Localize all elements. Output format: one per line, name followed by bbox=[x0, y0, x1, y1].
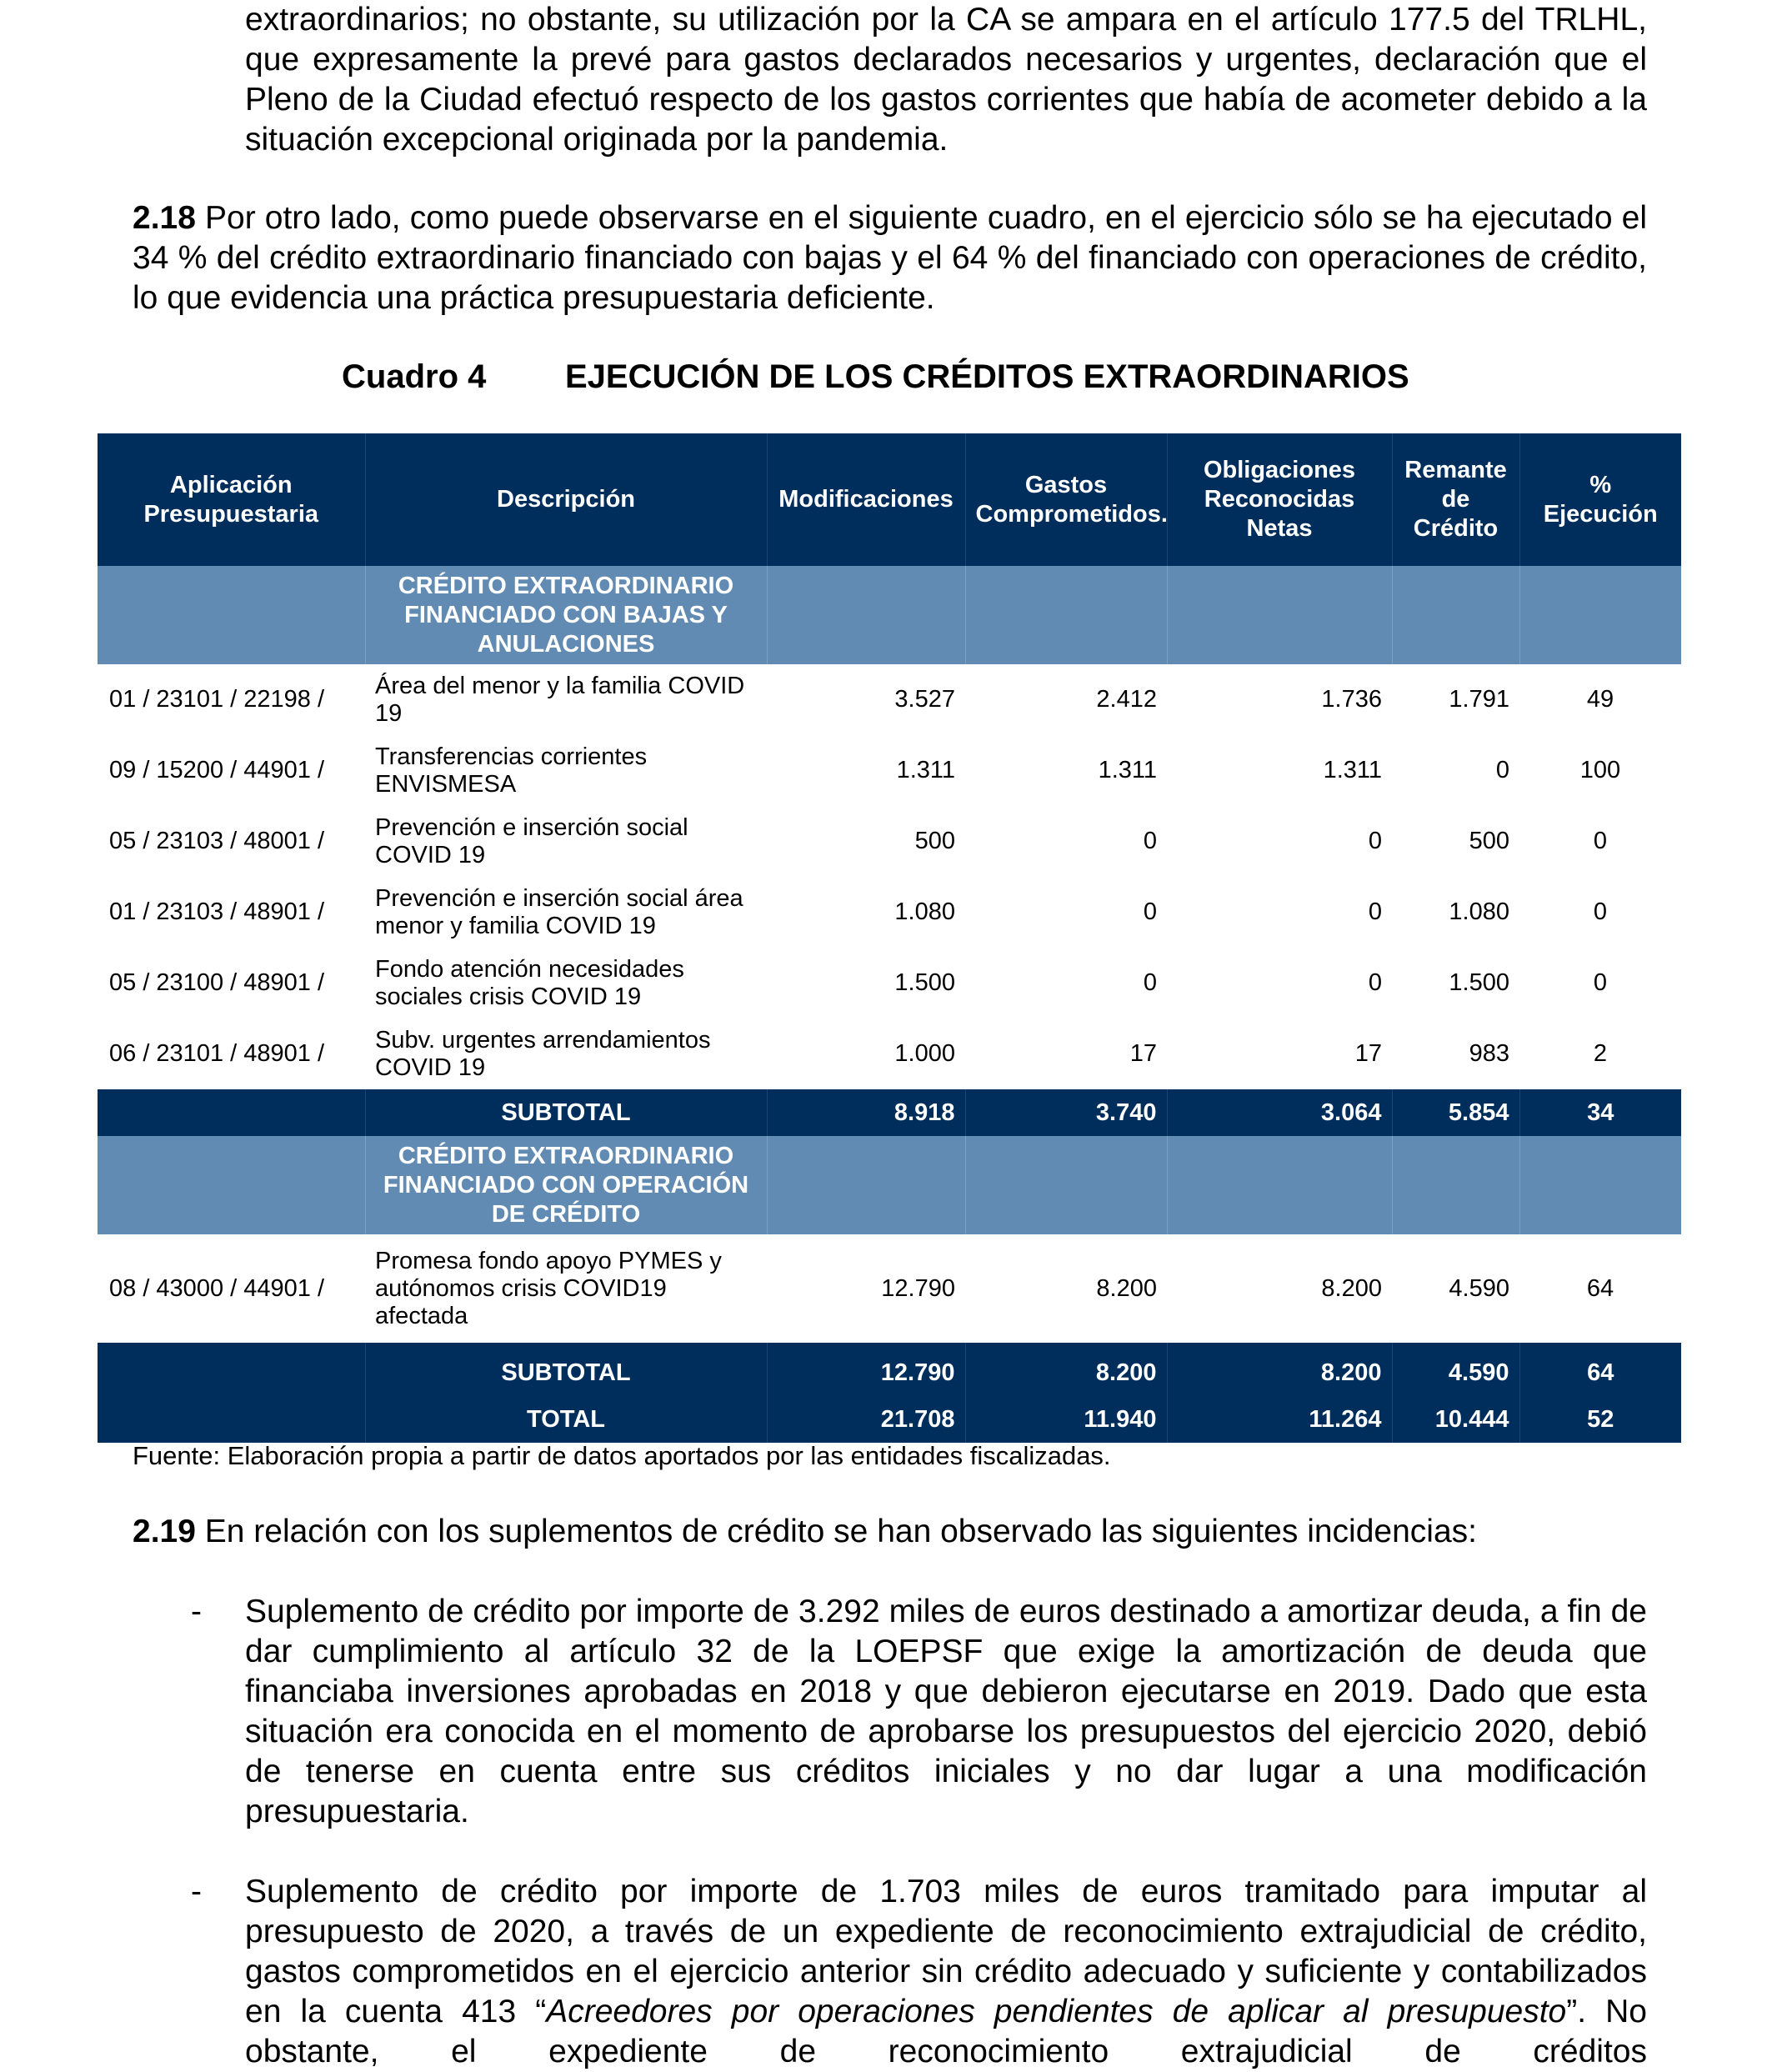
total-label: TOTAL bbox=[365, 1396, 767, 1443]
cell-desc: Transferencias corrientes ENVISMESA bbox=[375, 743, 648, 798]
bullet-text-italic: Acreedores por operaciones pendientes de aplicar al presupuesto bbox=[546, 1994, 1567, 2029]
cell-mod: 12.790 bbox=[767, 1343, 965, 1396]
col-header-obligaciones: Obligaciones Reconocidas Netas bbox=[1167, 433, 1392, 566]
cell-code: 01 / 23103 / 48901 / bbox=[109, 898, 324, 925]
cell-mod: 500 bbox=[914, 828, 955, 854]
col-header-modificaciones: Modificaciones bbox=[767, 433, 965, 566]
cell-rem: 4.590 bbox=[1392, 1343, 1519, 1396]
cell-pct: 64 bbox=[1519, 1343, 1681, 1396]
total-row bbox=[98, 1396, 1681, 1443]
cell-obl: 1.736 bbox=[1321, 686, 1382, 713]
cell-rem: 1.791 bbox=[1449, 686, 1509, 713]
cell-code: 05 / 23103 / 48001 / bbox=[109, 828, 324, 854]
cell-obl: 3.064 bbox=[1167, 1089, 1392, 1136]
table-caption-number: Cuadro 4 bbox=[342, 358, 487, 395]
cell-desc: Promesa fondo apoyo PYMES y autónomos crisis COVID19 afectada bbox=[375, 1247, 722, 1329]
cell-pct: 0 bbox=[1593, 828, 1608, 854]
col-header-gastos: Gastos Comprometidos. bbox=[965, 433, 1167, 566]
cell-mod: 1.080 bbox=[894, 898, 955, 925]
paragraph-2-19 bbox=[133, 1512, 1647, 1552]
cell-obl: 17 bbox=[1354, 1040, 1382, 1067]
paragraph-number: 2.19 bbox=[133, 1514, 196, 1549]
cell-rem: 10.444 bbox=[1392, 1396, 1519, 1443]
cell-obl: 8.200 bbox=[1167, 1343, 1392, 1396]
cell-gastos: 1.311 bbox=[1098, 757, 1157, 783]
paragraph-number: 2.18 bbox=[133, 200, 196, 236]
cell-rem: 1.080 bbox=[1449, 898, 1509, 925]
table-row bbox=[98, 948, 1681, 1018]
intro-paragraph: extraordinarios; no obstante, su utilización por la CA se ampara en el artículo 177.5 del TRLHL, que expresamente la prevé para gastos declarados necesarios y urgentes, declaración que el Pleno de la Ciudad efectuó respecto de los gastos corrientes que había de acometer debido a la situación excepcional originada por la pandemia. bbox=[245, 2, 1647, 158]
table-row bbox=[98, 877, 1681, 948]
subtotal-row-bajas bbox=[98, 1089, 1681, 1136]
cell-gastos: 0 bbox=[1143, 828, 1157, 854]
paragraph-2-18 bbox=[133, 198, 1647, 318]
table-header-row bbox=[98, 433, 1681, 566]
cell-desc: Subv. urgentes arrendamientos COVID 19 bbox=[375, 1026, 711, 1081]
cell-obl: 0 bbox=[1368, 828, 1382, 854]
table-row bbox=[98, 806, 1681, 877]
bullet-text-part: ”. No obstante, el expediente de reconocimiento extrajudicial de créditos bbox=[245, 1994, 1647, 2069]
cell-gastos: 0 bbox=[1143, 898, 1157, 925]
credits-execution-table bbox=[98, 433, 1681, 1443]
cell-code: 08 / 43000 / 44901 / bbox=[109, 1274, 324, 1302]
cell-pct: 52 bbox=[1519, 1396, 1681, 1443]
cell-pct: 2 bbox=[1593, 1040, 1608, 1067]
cell-rem: 0 bbox=[1495, 757, 1509, 783]
section-label: CRÉDITO EXTRAORDINARIO FINANCIADO CON OPERACIÓN DE CRÉDITO bbox=[365, 1136, 767, 1234]
cell-pct: 100 bbox=[1579, 757, 1621, 783]
cell-pct: 49 bbox=[1586, 686, 1614, 713]
cell-mod: 8.918 bbox=[767, 1089, 965, 1136]
table-row bbox=[98, 1234, 1681, 1343]
table-row bbox=[98, 735, 1681, 806]
bullet-text-part: Suplemento de crédito por importe de 1.703 miles de euros tramitado para imputar al presupuesto de 2020, a través de un expediente de reconocimiento extrajudicial de crédito, gastos comprometidos en el ejercicio anterior sin crédito adecuado y suficiente y contabilizados en la cuenta 413 “ bbox=[245, 1874, 1647, 2029]
col-header-remanente: Remante de Crédito bbox=[1392, 433, 1519, 566]
cell-gastos: 17 bbox=[1129, 1040, 1157, 1067]
cell-mod: 1.311 bbox=[896, 757, 955, 783]
cell-obl: 8.200 bbox=[1321, 1274, 1382, 1302]
cell-rem: 500 bbox=[1469, 828, 1509, 854]
bullet-dash: - bbox=[191, 1874, 202, 1909]
col-header-aplicacion: Aplicación Presupuestaria bbox=[98, 433, 365, 566]
cell-mod: 21.708 bbox=[767, 1396, 965, 1443]
paragraph-text: Por otro lado, como puede observarse en el siguiente cuadro, en el ejercicio sólo se ha ejecutado el 34 % del crédito extraordinario financiado con bajas y el 64 % del financiado con operaciones de crédito, lo que evidencia una práctica presupuestaria deficiente. bbox=[133, 200, 1647, 316]
subtotal-label: SUBTOTAL bbox=[365, 1343, 767, 1396]
cell-mod: 3.527 bbox=[894, 686, 955, 713]
cell-gastos: 0 bbox=[1143, 969, 1157, 996]
col-header-descripcion: Descripción bbox=[365, 433, 767, 566]
cell-gastos: 2.412 bbox=[1096, 686, 1157, 713]
table-caption-title: EJECUCIÓN DE LOS CRÉDITOS EXTRAORDINARIOS bbox=[565, 358, 1409, 395]
cell-pct: 0 bbox=[1593, 969, 1608, 996]
cell-code: 09 / 15200 / 44901 / bbox=[109, 757, 324, 783]
cell-code: 06 / 23101 / 48901 / bbox=[109, 1040, 324, 1067]
bullet-text: Suplemento de crédito por importe de 3.292 miles de euros destinado a amortizar deuda, a fin de dar cumplimiento al artículo 32 de la LOEPSF que exige la amortización de deuda que financiaba inversiones aprobadas en 2018 y que debieron ejecutarse en 2019. Dado que esta situación era conocida en el momento de aprobarse los presupuestos del ejercicio 2020, debió de tenerse en cuenta entre sus créditos iniciales y no dar lugar a una modificación presupuestaria. bbox=[245, 1594, 1647, 1829]
cell-code: 05 / 23100 / 48901 / bbox=[109, 969, 324, 996]
cell-pct: 64 bbox=[1586, 1274, 1614, 1302]
bullet-dash: - bbox=[191, 1594, 202, 1629]
cell-desc: Fondo atención necesidades sociales crisis COVID 19 bbox=[375, 955, 684, 1010]
cell-gastos: 3.740 bbox=[965, 1089, 1167, 1136]
cell-pct: 34 bbox=[1519, 1089, 1681, 1136]
cell-mod: 1.500 bbox=[894, 969, 955, 996]
col-header-ejecucion: % Ejecución bbox=[1519, 433, 1681, 566]
cell-desc: Prevención e inserción social área menor y familia COVID 19 bbox=[375, 884, 743, 939]
cell-mod: 1.000 bbox=[894, 1040, 955, 1067]
cell-rem: 983 bbox=[1469, 1040, 1509, 1067]
cell-pct: 0 bbox=[1593, 898, 1608, 925]
cell-gastos: 8.200 bbox=[1096, 1274, 1157, 1302]
cell-obl: 0 bbox=[1368, 969, 1382, 996]
section-label: CRÉDITO EXTRAORDINARIO FINANCIADO CON BAJAS Y ANULACIONES bbox=[365, 566, 767, 664]
cell-rem: 5.854 bbox=[1392, 1089, 1519, 1136]
section-row-operacion-credito bbox=[98, 1136, 1681, 1234]
table-source-note: Fuente: Elaboración propia a partir de datos aportados por las entidades fiscalizadas. bbox=[133, 1441, 1111, 1470]
cell-code: 01 / 23101 / 22198 / bbox=[109, 686, 324, 713]
table-row bbox=[98, 664, 1681, 735]
paragraph-text: En relación con los suplementos de crédito se han observado las siguientes incidencias: bbox=[195, 1514, 1477, 1549]
cell-rem: 1.500 bbox=[1449, 969, 1509, 996]
table-row bbox=[98, 1018, 1681, 1089]
bullet-text bbox=[245, 1872, 1647, 2072]
cell-obl: 11.264 bbox=[1167, 1396, 1392, 1443]
cell-desc: Prevención e inserción social COVID 19 bbox=[375, 813, 688, 868]
cell-desc: Área del menor y la familia COVID 19 bbox=[375, 672, 745, 727]
cell-rem: 4.590 bbox=[1449, 1274, 1509, 1302]
cell-gastos: 8.200 bbox=[965, 1343, 1167, 1396]
subtotal-label: SUBTOTAL bbox=[365, 1089, 767, 1136]
cell-obl: 1.311 bbox=[1323, 757, 1382, 783]
cell-mod: 12.790 bbox=[881, 1274, 955, 1302]
cell-gastos: 11.940 bbox=[965, 1396, 1167, 1443]
subtotal-row-operacion-credito bbox=[98, 1343, 1681, 1396]
cell-obl: 0 bbox=[1368, 898, 1382, 925]
section-row-bajas bbox=[98, 566, 1681, 664]
